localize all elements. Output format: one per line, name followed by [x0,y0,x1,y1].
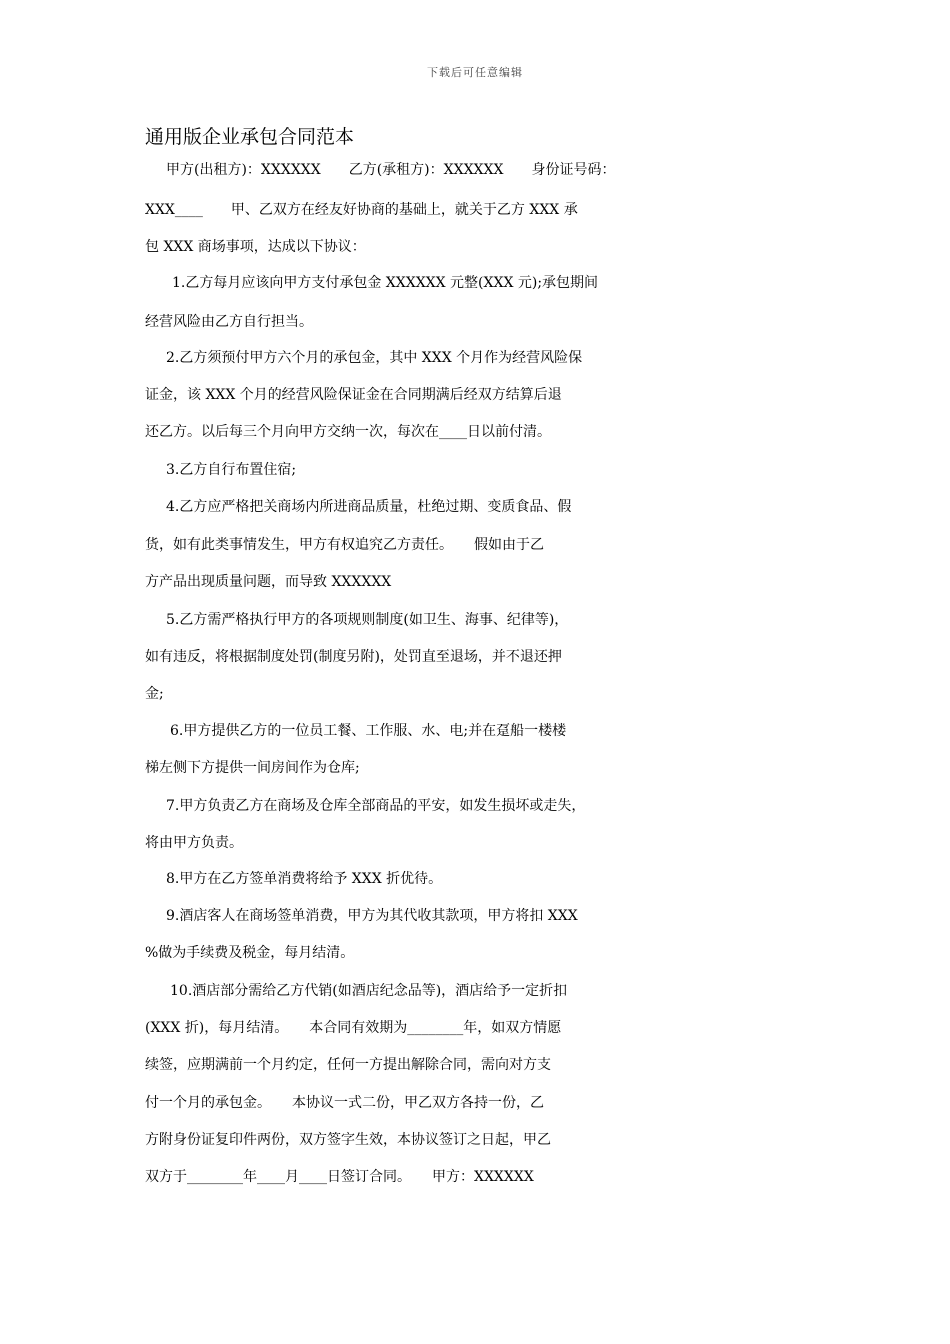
text-line: 3.乙方自行布置住宿; [166,462,297,478]
text-line: 双方于________年____月____日签订合同。 甲方：XXXXXX [145,1169,534,1185]
text-line: 包 XXX 商场事项，达成以下协议： [145,239,366,255]
text-line: (XXX 折)，每月结清。 本合同有效期为________年，如双方情愿 [145,1020,562,1036]
text-line: 7.甲方负责乙方在商场及仓库全部商品的平安，如发生损坏或走失， [166,798,586,814]
text-line: 证金，该 XXX 个月的经营风险保证金在合同期满后经双方结算后退 [145,387,562,403]
text-line: 10.酒店部分需给乙方代销(如酒店纪念品等)，酒店给予一定折扣 [170,983,568,999]
text-line: 甲方(出租方)：XXXXXX 乙方(承租方)：XXXXXX 身份证号码： [166,162,616,178]
page-header: 下载后可任意编辑 [427,66,523,79]
text-line: 9.酒店客人在商场签单消费，甲方为其代收其款项，甲方将扣 XXX [166,908,578,924]
text-line: 4.乙方应严格把关商场内所进商品质量，杜绝过期、变质食品、假 [166,499,572,515]
text-line: 还乙方。以后每三个月向甲方交纳一次，每次在____日以前付清。 [145,424,551,440]
text-line: 8.甲方在乙方签单消费将给予 XXX 折优待。 [166,871,443,887]
text-line: 如有违反，将根据制度处罚(制度另附)，处罚直至退场，并不退还押 [145,649,562,665]
text-line: 方产品出现质量问题，而导致 XXXXXX [145,574,392,590]
text-line: 梯左侧下方提供一间房间作为仓库; [145,760,360,776]
text-line: 将由甲方负责。 [145,835,243,851]
text-line: 方附身份证复印件两份，双方签字生效，本协议签订之日起，甲乙 [145,1132,551,1148]
text-line: 续签，应期满前一个月约定，任何一方提出解除合同，需向对方支 [145,1057,551,1073]
text-line: 2.乙方须预付甲方六个月的承包金，其中 XXX 个月作为经营风险保 [166,350,583,366]
text-line: 1.乙方每月应该向甲方支付承包金 XXXXXX 元整(XXX 元);承包期间 [172,275,599,291]
text-line: 金; [145,686,164,702]
document-title: 通用版企业承包合同范本 [145,126,355,148]
text-line: XXX____ 甲、乙双方在经友好协商的基础上，就关于乙方 XXX 承 [145,202,578,218]
text-line: 付一个月的承包金。 本协议一式二份，甲乙双方各持一份，乙 [145,1095,544,1111]
text-line: %做为手续费及税金，每月结清。 [145,945,355,961]
text-line: 货，如有此类事情发生，甲方有权追究乙方责任。 假如由于乙 [145,537,544,553]
text-line: 6.甲方提供乙方的一位员工餐、工作服、水、电;并在趸船一楼楼 [170,723,567,739]
text-line: 经营风险由乙方自行担当。 [145,314,313,330]
text-line: 5.乙方需严格执行甲方的各项规则制度(如卫生、海事、纪律等)， [166,612,569,628]
